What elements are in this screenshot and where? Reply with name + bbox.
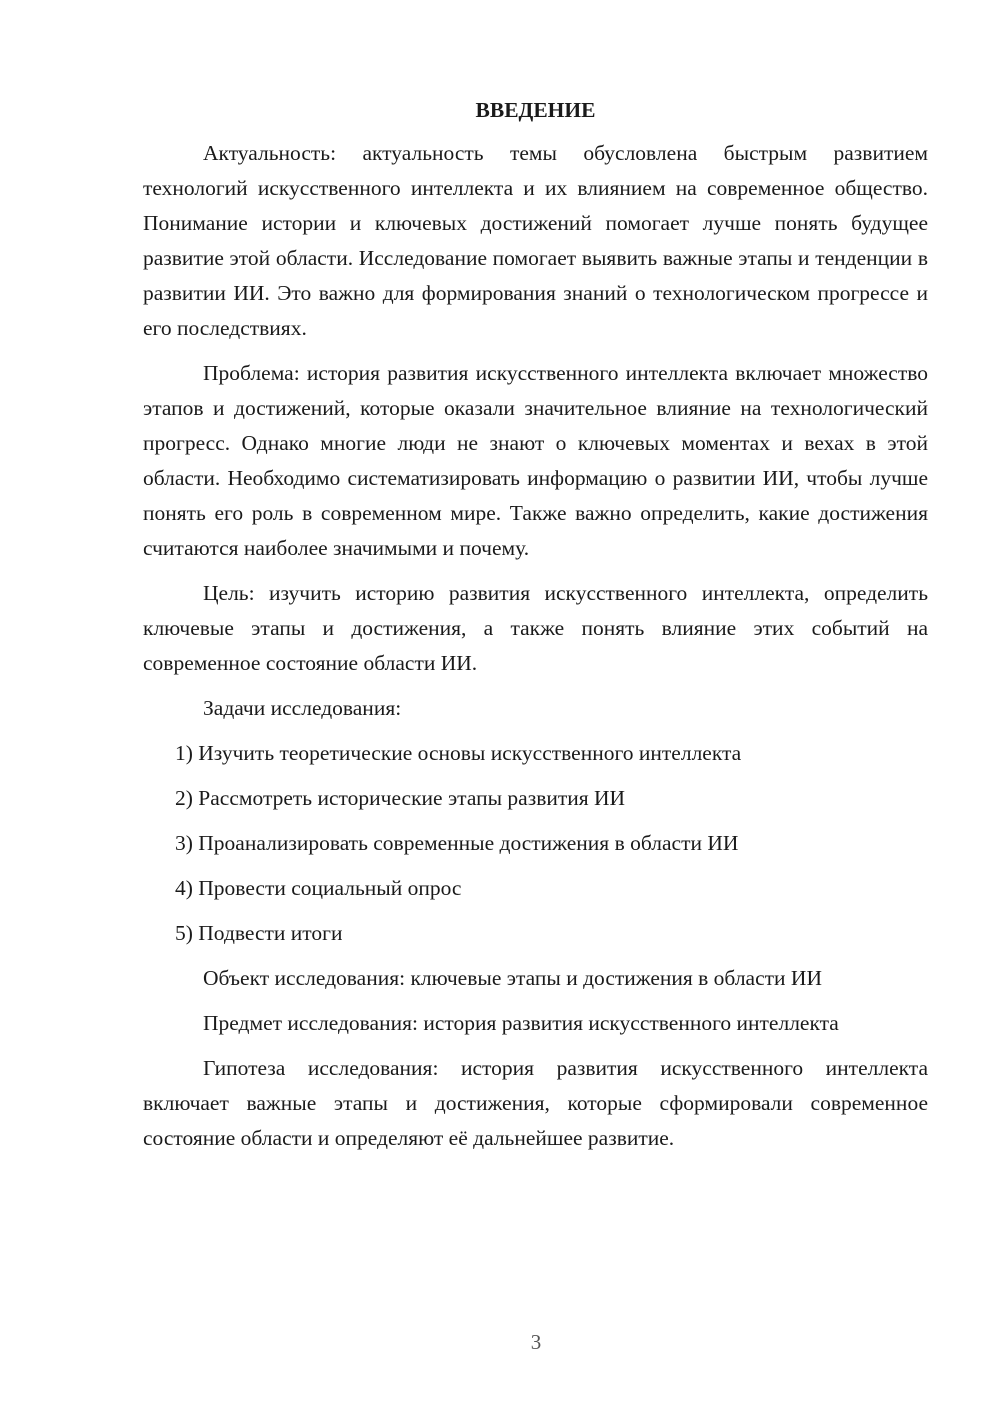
task-item-2: 2) Рассмотреть исторические этапы развития ИИ — [175, 786, 626, 810]
task-item-4: 4) Провести социальный опрос — [175, 876, 462, 900]
page-number: 3 — [530, 1330, 542, 1354]
paragraph-goal: Цель: изучить историю развития искусственного интеллекта, определить ключевые этапы и достижения, а также понять влияние этих событий на современное состояние области ИИ. — [143, 581, 928, 675]
paragraph-relevance: Актуальность: актуальность темы обусловлена быстрым развитием технологий искусственного интеллекта и их влиянием на современное общество. Понимание истории и ключевых достижений помогает лучше понять будущее развитие этой области. Исследование помогает выявить важные этапы и тенденции в развитии ИИ. Это важно для формирования знаний о технологическом прогрессе и его последствиях. — [143, 141, 928, 340]
task-item-1: 1) Изучить теоретические основы искусственного интеллекта — [175, 741, 742, 765]
paragraph-hypothesis: Гипотеза исследования: история развития искусственного интеллекта включает важные этапы и достижения, которые сформировали современное состояние области и определяют её дальнейшее развитие. — [143, 1056, 928, 1150]
paragraph-object: Объект исследования: ключевые этапы и достижения в области ИИ — [203, 966, 822, 990]
document-page — [143, 92, 928, 1166]
task-item-5: 5) Подвести итоги — [175, 921, 343, 945]
task-item-3: 3) Проанализировать современные достижения в области ИИ — [175, 831, 739, 855]
section-heading: ВВЕДЕНИЕ — [475, 98, 596, 122]
paragraph-subject: Предмет исследования: история развития искусственного интеллекта — [203, 1011, 839, 1035]
paragraph-problem: Проблема: история развития искусственного интеллекта включает множество этапов и достижений, которые оказали значительное влияние на технологический прогресс. Однако многие люди не знают о ключевых моментах и вехах в этой области. Необходимо систематизировать информацию о развитии ИИ, чтобы лучше понять его роль в современном мире. Также важно определить, какие достижения считаются наиболее значимыми и почему. — [143, 361, 928, 560]
tasks-heading: Задачи исследования: — [203, 696, 402, 720]
